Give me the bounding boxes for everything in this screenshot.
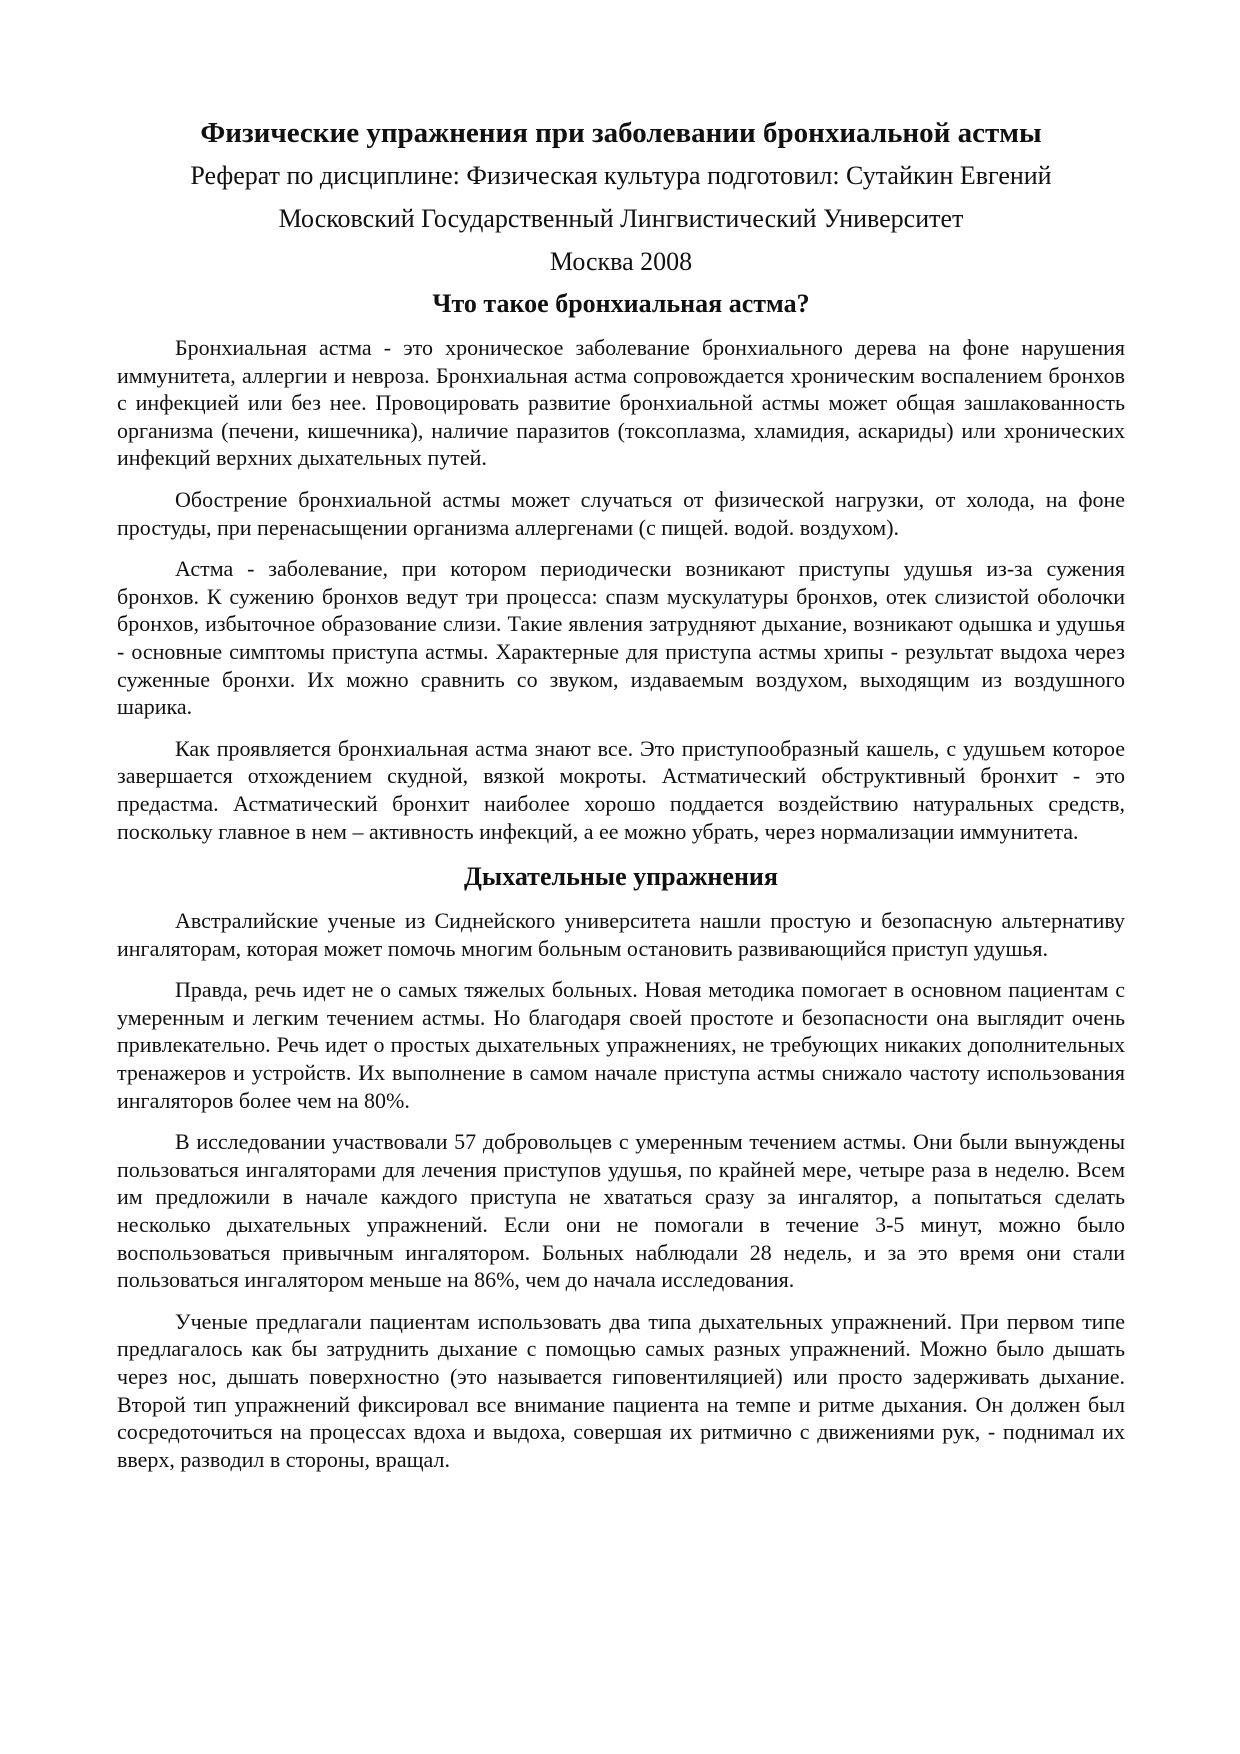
paragraph: Как проявляется бронхиальная астма знают все. Это приступообразный кашель, с удушьем которое завершается отхождением скудной, вязкой мокроты. Астматический обструктивный бронхит - это предастма. Астматический бронхит наиболее хорошо поддается воздействию натуральных средств, поскольку главное в нем – активность инфекций, а ее можно убрать, через нормализации иммунитета. bbox=[117, 735, 1125, 844]
document-author-line: Реферат по дисциплине: Физическая культура подготовил: Сутайкин Евгений bbox=[190, 161, 1052, 190]
paragraph: Обострение бронхиальной астмы может случаться от физической нагрузки, от холода, на фоне простуды, при перенасыщении организма аллергенами (с пищей. водой. воздухом). bbox=[117, 486, 1125, 540]
paragraph: Правда, речь идет не о самых тяжелых больных. Новая методика помогает в основном пациентам с умеренным и легким течением астмы. Но благодаря своей простоте и безопасности она выглядит очень привлекательно. Речь идет о простых дыхательных упражнениях, не требующих никаких дополнительных тренажеров и устройств. Их выполнение в самом начале приступа астмы снижало частоту использования ингаляторов более чем на 80%. bbox=[117, 977, 1125, 1113]
paragraph: Австралийские ученые из Сиднейского университета нашли простую и безопасную альтернативу ингаляторам, которая может помочь многим больным остановить развивающийся приступ удушья. bbox=[117, 908, 1125, 961]
section-heading-what-is-asthma: Что такое бронхиальная астма? bbox=[432, 289, 810, 318]
paragraph: Бронхиальная астма - это хроническое заболевание бронхиального дерева на фоне нарушения иммунитета, аллергии и невроза. Бронхиальная астма сопровождается хроническим воспалением бронхов с инфекцией или без нее. Провоцировать развитие бронхиальной астмы может общая зашлакованность организма (печени, кишечника), наличие паразитов (токсоплазма, хламидия, аскариды) или хронических инфекций верхних дыхательных путей. bbox=[117, 335, 1125, 471]
document-city-year-line: Москва 2008 bbox=[549, 247, 693, 276]
document-title: Физические упражнения при заболевании бронхиальной астмы bbox=[200, 117, 1042, 149]
paragraph: Астма - заболевание, при котором периодически возникают приступы удушья из-за сужения бронхов. К сужению бронхов ведут три процесса: спазм мускулатуры бронхов, отек слизистой оболочки бронхов, избыточное образование слизи. Такие явления затрудняют дыхание, возникают одышка и удушья - основные симптомы приступа астмы. Характерные для приступа астмы хрипы - результат выдоха через суженные бронхи. Их можно сравнить со звуком, издаваемым воздухом, выходящим из воздушного шарика. bbox=[117, 556, 1125, 720]
paragraph: В исследовании участвовали 57 добровольцев с умеренным течением астмы. Они были вынуждены пользоваться ингаляторами для лечения приступов удушья, по крайней мере, четыре раза в неделю. Всем им предложили в начале каждого приступа не хвататься сразу за ингалятор, а попытаться сделать несколько дыхательных упражнений. Если они не помогали в течение 3-5 минут, можно было воспользоваться привычным ингалятором. Больных наблюдали 28 недель, и за это время они стали пользоваться ингалятором меньше на 86%, чем до начала исследования. bbox=[117, 1129, 1125, 1293]
document-university-line: Московский Государственный Лингвистический Университет bbox=[278, 204, 964, 233]
section-heading-breathing-exercises: Дыхательные упражнения bbox=[464, 862, 778, 892]
paragraph: Ученые предлагали пациентам использовать два типа дыхательных упражнений. При первом типе предлагалось как бы затруднить дыхание с помощью самых разных упражнений. Можно было дышать через нос, дышать поверхностно (это называется гиповентиляцией) или просто задерживать дыхание. Второй тип упражнений фиксировал все внимание пациента на темпе и ритме дыхания. Он должен был сосредоточиться на процессах вдоха и выдоха, совершая их ритмично с движениями рук, - поднимал их вверх, разводил в стороны, вращал. bbox=[117, 1308, 1125, 1472]
document-page bbox=[117, 113, 1125, 1487]
